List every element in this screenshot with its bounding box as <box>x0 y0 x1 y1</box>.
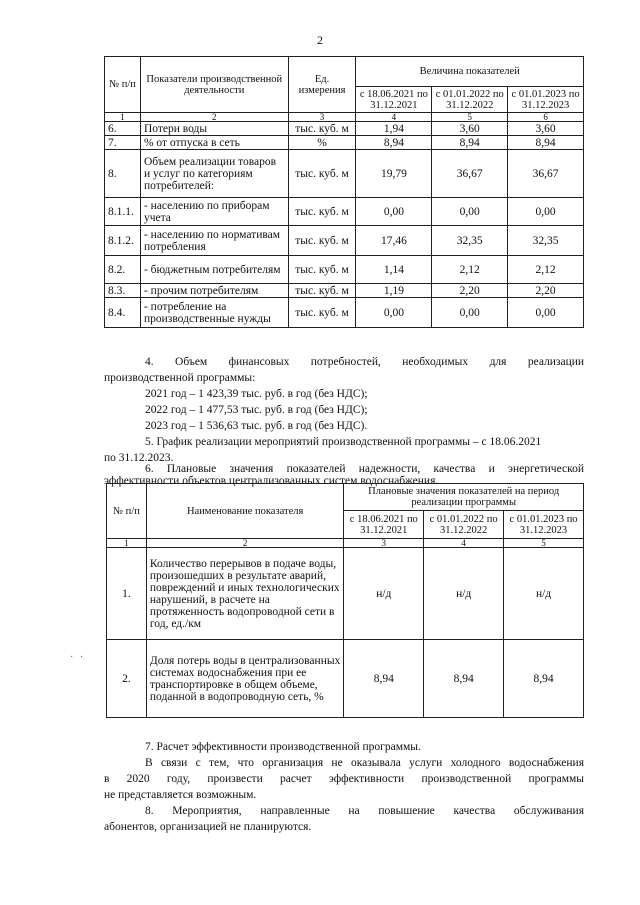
row-value: 36,67 <box>432 150 508 198</box>
row-num: 8. <box>105 150 141 198</box>
row-indicator: - прочим потребителям <box>140 284 288 298</box>
finance-line-2022: 2022 год – 1 477,53 тыс. руб. в год (без НДС); <box>145 404 368 416</box>
section7-line1: В связи с тем, что организация не оказывала услуги холодного водоснабжения <box>145 757 584 769</box>
finance-line-2021: 2021 год – 1 423,39 тыс. руб. в год (без НДС); <box>145 388 368 400</box>
row-indicator: Количество перерывов в подаче воды, произошедших в результате аварий, повреждений и иных технологических нарушений, в расчете на протяженность водопроводной сети в год, ед./км <box>146 548 344 640</box>
header-unit: Ед. измерения <box>288 57 356 113</box>
row-value: 2,12 <box>432 256 508 284</box>
row-indicator: Доля потерь воды в централизованных системах водоснабжения при ее транспортировке в общем объеме, поданной в водопроводную сеть, % <box>146 640 344 718</box>
index-cell: 5 <box>504 539 584 548</box>
row-value: 2,20 <box>432 284 508 298</box>
row-num: 8.4. <box>105 298 141 328</box>
row-indicator: Потери воды <box>140 122 288 136</box>
section6-line2: эффективности объектов централизованных систем водоснабжения. <box>104 475 439 487</box>
table-row <box>105 136 584 150</box>
row-num: 8.1.1. <box>105 198 141 226</box>
row-unit: тыс. куб. м <box>288 198 356 226</box>
row-value: 0,00 <box>508 298 584 328</box>
section7-heading: 7. Расчет эффективности производственной программы. <box>145 741 421 753</box>
word: потребностей, <box>310 356 381 368</box>
row-num: 8.3. <box>105 284 141 298</box>
row-value: 2,12 <box>508 256 584 284</box>
row-value: 1,19 <box>356 284 432 298</box>
row-value: 0,00 <box>356 198 432 226</box>
table-row <box>105 198 584 226</box>
section8-line1: 8. Мероприятия, направленные на повышение качества обслуживания <box>145 805 584 817</box>
row-unit: % <box>288 136 356 150</box>
row-value: 32,35 <box>432 226 508 256</box>
row-value: 2,20 <box>508 284 584 298</box>
section5-line2: по 31.12.2023. <box>104 452 174 464</box>
row-indicator: - населению по нормативам потребления <box>140 226 288 256</box>
section4-heading <box>145 355 584 370</box>
row-unit: тыс. куб. м <box>288 256 356 284</box>
row-num: 8.1.2. <box>105 226 141 256</box>
row-value: 8,94 <box>432 136 508 150</box>
page-number: 2 <box>317 33 323 47</box>
row-num: 1. <box>107 548 147 640</box>
index-cell: 2 <box>146 539 344 548</box>
row-unit: тыс. куб. м <box>288 284 356 298</box>
row-value: 1,14 <box>356 256 432 284</box>
header-period: с 01.01.2023 по 31.12.2023 <box>508 87 584 113</box>
row-value: 8,94 <box>508 136 584 150</box>
row-value: 17,46 <box>356 226 432 256</box>
row-num: 6. <box>105 122 141 136</box>
word: реализации <box>527 356 585 368</box>
row-value: 19,79 <box>356 150 432 198</box>
scan-mark: · · <box>70 652 86 663</box>
row-value: 36,67 <box>508 150 584 198</box>
row-unit: тыс. куб. м <box>288 226 356 256</box>
section4-heading-end: производственной программы: <box>104 372 256 384</box>
row-value: 3,60 <box>508 122 584 136</box>
index-cell: 3 <box>344 539 424 548</box>
index-cell: 1 <box>105 113 141 122</box>
table-row <box>107 548 584 640</box>
row-value: 8,94 <box>344 640 424 718</box>
row-indicator: - потребление на производственные нужды <box>140 298 288 328</box>
row-value: 8,94 <box>424 640 504 718</box>
index-cell: 2 <box>140 113 288 122</box>
row-value: 0,00 <box>432 198 508 226</box>
header-period: с 01.01.2022 по 31.12.2022 <box>432 87 508 113</box>
row-unit: тыс. куб. м <box>288 298 356 328</box>
index-cell: 1 <box>107 539 147 548</box>
header-plan: Плановые значения показателей на период реализации программы <box>344 484 584 511</box>
table-row <box>105 256 584 284</box>
word: финансовых <box>228 356 290 368</box>
table-row <box>107 640 584 718</box>
word: для <box>489 356 507 368</box>
row-value: 8,94 <box>504 640 584 718</box>
row-value: 0,00 <box>356 298 432 328</box>
header-indicator: Показатели производственной деятельности <box>140 57 288 113</box>
row-unit: тыс. куб. м <box>288 150 356 198</box>
index-cell: 4 <box>424 539 504 548</box>
index-cell: 4 <box>356 113 432 122</box>
row-value: 8,94 <box>356 136 432 150</box>
reliability-indicators-table <box>106 483 584 718</box>
row-indicator: - бюджетным потребителям <box>140 256 288 284</box>
row-value: 0,00 <box>508 198 584 226</box>
section8-line2: абонентов, организацией не планируются. <box>104 821 312 833</box>
section7-line2: в 2020 году, произвести расчет эффективности производственной программы <box>104 773 584 785</box>
header-period: с 18.06.2021 по 31.12.2021 <box>356 87 432 113</box>
row-indicator: - населению по приборам учета <box>140 198 288 226</box>
section6-line1: 6. Плановые значения показателей надежности, качества и энергетической <box>145 463 584 475</box>
row-value: 0,00 <box>432 298 508 328</box>
row-num: 7. <box>105 136 141 150</box>
header-num: № п/п <box>107 484 147 539</box>
production-indicators-table <box>104 56 584 328</box>
section7-line3: не представляется возможным. <box>104 789 257 801</box>
table-row <box>105 284 584 298</box>
word: 4. Объем <box>145 356 208 368</box>
finance-line-2023: 2023 год – 1 536,63 тыс. руб. в год (без НДС). <box>145 420 368 432</box>
header-period: с 01.01.2022 по 31.12.2022 <box>424 511 504 539</box>
row-value: 1,94 <box>356 122 432 136</box>
index-cell: 3 <box>288 113 356 122</box>
header-period: с 18.06.2021 по 31.12.2021 <box>344 511 424 539</box>
table-row <box>105 150 584 198</box>
word: необходимых <box>402 356 469 368</box>
table-row <box>105 226 584 256</box>
section5-line1: 5. График реализации мероприятий производственной программы – с 18.06.2021 <box>145 436 542 448</box>
header-num: № п/п <box>105 57 141 113</box>
row-indicator: % от отпуска в сеть <box>140 136 288 150</box>
table-row <box>105 122 584 136</box>
index-cell: 5 <box>432 113 508 122</box>
index-cell: 6 <box>508 113 584 122</box>
header-period: с 01.01.2023 по 31.12.2023 <box>504 511 584 539</box>
row-value: н/д <box>344 548 424 640</box>
row-unit: тыс. куб. м <box>288 122 356 136</box>
table-row <box>105 298 584 328</box>
row-num: 2. <box>107 640 147 718</box>
row-value: 32,35 <box>508 226 584 256</box>
row-value: н/д <box>424 548 504 640</box>
header-name: Наименование показателя <box>146 484 344 539</box>
row-value: н/д <box>504 548 584 640</box>
row-num: 8.2. <box>105 256 141 284</box>
row-indicator: Объем реализации товаров и услуг по категориям потребителей: <box>140 150 288 198</box>
header-value: Величина показателей <box>356 57 584 87</box>
row-value: 3,60 <box>432 122 508 136</box>
